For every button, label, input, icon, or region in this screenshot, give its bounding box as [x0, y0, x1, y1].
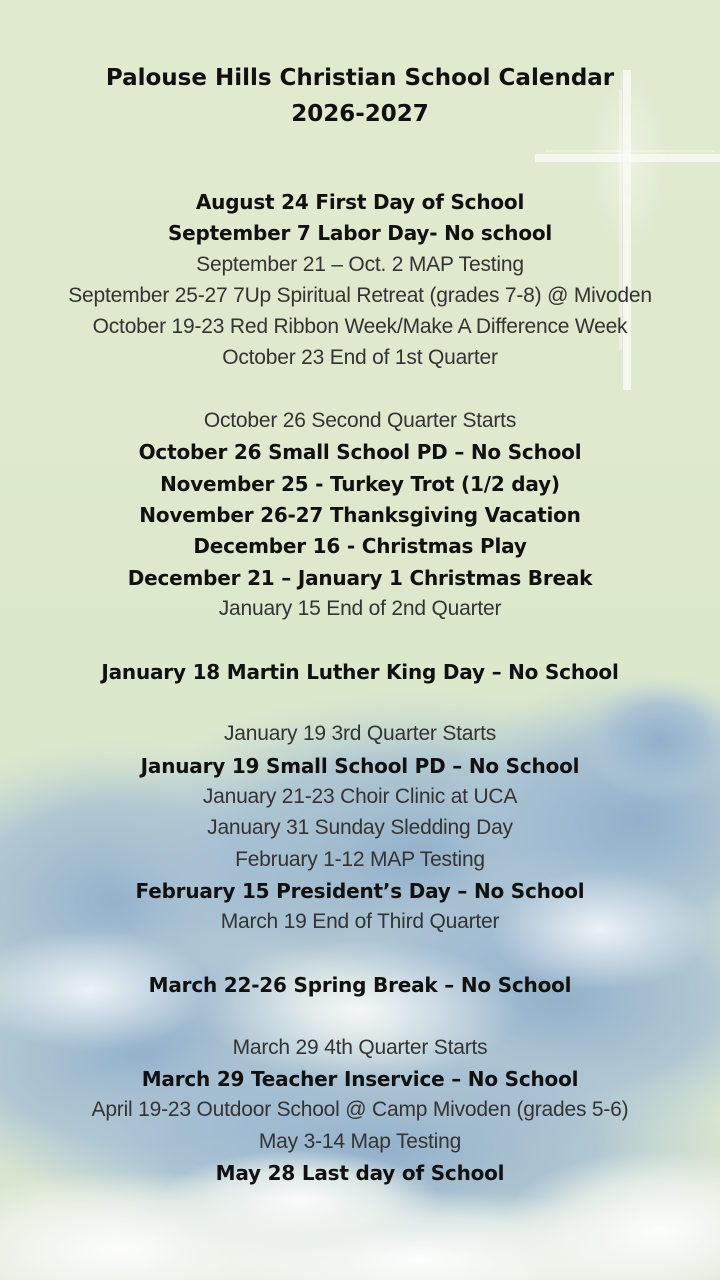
calendar-event: September 7 Labor Day- No school — [167, 221, 553, 245]
calendar-event: September 25-27 7Up Spiritual Retreat (grades 7-8) @ Mivoden — [68, 284, 652, 307]
calendar-event: August 24 First Day of School — [195, 190, 525, 214]
calendar-event: January 19 3rd Quarter Starts — [224, 722, 496, 745]
calendar-event: November 25 - Turkey Trot (1/2 day) — [160, 472, 560, 496]
calendar-event: January 19 Small School PD – No School — [140, 754, 580, 778]
calendar-event: March 22-26 Spring Break – No School — [148, 973, 572, 997]
calendar-event: January 21-23 Choir Clinic at UCA — [202, 785, 518, 808]
calendar-event: October 19-23 Red Ribbon Week/Make A Difference Week — [92, 315, 628, 338]
calendar-event: October 26 Second Quarter Starts — [203, 409, 517, 432]
calendar-event: December 21 – January 1 Christmas Break — [127, 566, 593, 590]
calendar-event: March 29 4th Quarter Starts — [232, 1036, 488, 1059]
calendar-event: September 21 – Oct. 2 MAP Testing — [196, 253, 524, 276]
calendar-event: October 23 End of 1st Quarter — [222, 346, 498, 369]
calendar-event: April 19-23 Outdoor School @ Camp Mivoden (grades 5-6) — [91, 1098, 629, 1121]
calendar-title: Palouse Hills Christian School Calendar — [105, 65, 615, 91]
calendar-event: January 15 End of 2nd Quarter — [218, 597, 502, 620]
calendar-event: November 26-27 Thanksgiving Vacation — [139, 503, 581, 527]
calendar-event: March 29 Teacher Inservice – No School — [141, 1067, 579, 1091]
calendar-event: March 19 End of Third Quarter — [220, 910, 500, 933]
calendar-event: February 15 President’s Day – No School — [135, 879, 585, 903]
calendar-event: January 31 Sunday Sledding Day — [207, 816, 513, 839]
calendar-event: May 3-14 Map Testing — [258, 1130, 462, 1153]
calendar-event: January 18 Martin Luther King Day – No School — [101, 660, 619, 684]
calendar-event: December 16 - Christmas Play — [193, 534, 527, 558]
calendar-event: February 1-12 MAP Testing — [235, 848, 485, 871]
calendar-year: 2026-2027 — [291, 101, 429, 127]
calendar-event: October 26 Small School PD – No School — [138, 440, 582, 464]
calendar-event: May 28 Last day of School — [215, 1161, 505, 1185]
